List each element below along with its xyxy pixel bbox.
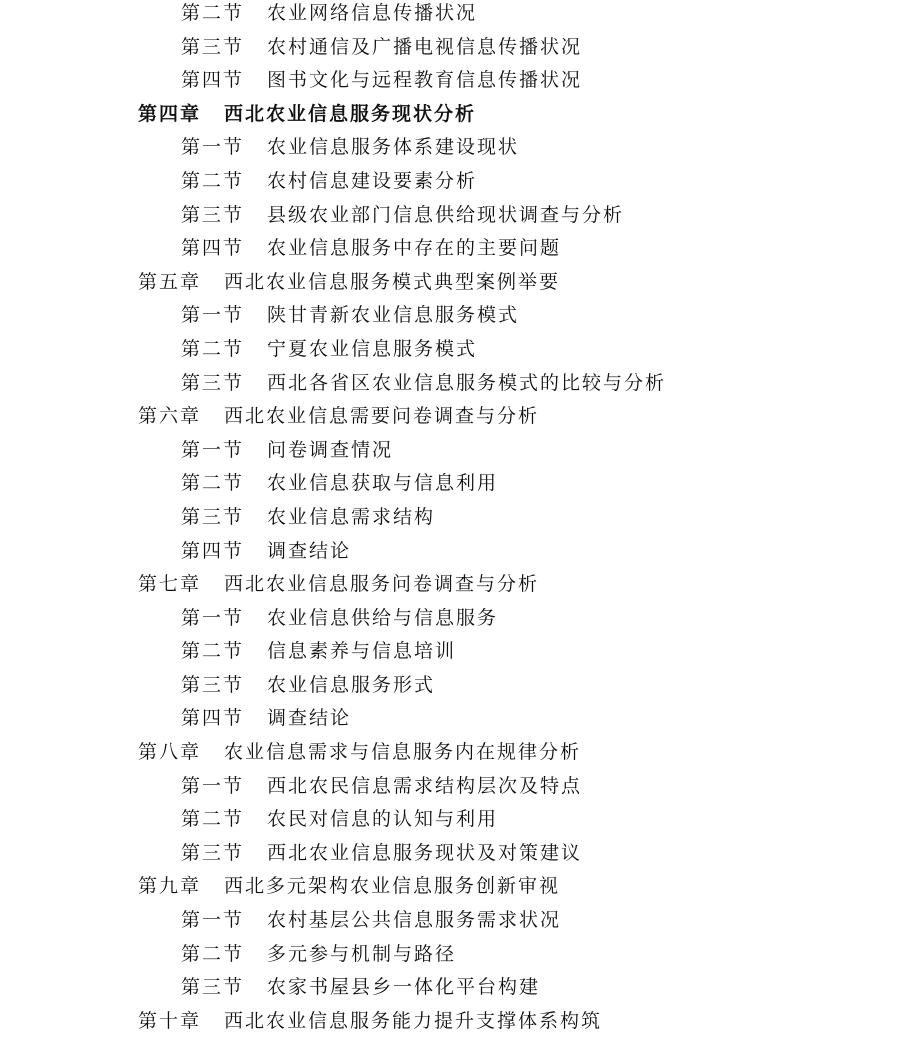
section-number: 第一节 [181, 909, 245, 932]
section-number: 第二节 [181, 337, 245, 360]
section-number: 第三节 [181, 371, 245, 394]
section-number: 第二节 [181, 640, 245, 663]
section-number: 第三节 [181, 673, 245, 696]
section-number: 第四节 [181, 69, 245, 92]
chapter-title: 西北农业信息服务问卷调查与分析 [224, 573, 540, 596]
chapter-number: 第九章 [138, 875, 202, 898]
toc-section-entry [0, 0, 908, 31]
chapter-title: 西北农业信息服务能力提升支撑体系构筑 [224, 1009, 603, 1032]
chapter-title: 西北农业信息需要问卷调查与分析 [224, 405, 540, 428]
section-title: 调查结论 [267, 707, 352, 730]
section-title: 农业信息供给与信息服务 [267, 606, 499, 629]
section-title: 农家书屋县乡一体化平台构建 [267, 976, 541, 999]
toc-section-entry [0, 501, 908, 535]
chapter-title: 农业信息需求与信息服务内在规律分析 [224, 741, 582, 764]
toc-chapter-entry [0, 98, 908, 132]
section-title: 问卷调查情况 [267, 438, 394, 461]
section-number: 第三节 [181, 841, 245, 864]
toc-chapter-entry [0, 1005, 908, 1038]
section-title: 宁夏农业信息服务模式 [267, 337, 478, 360]
section-number: 第一节 [181, 774, 245, 797]
toc-section-entry [0, 904, 908, 938]
section-title: 西北各省区农业信息服务模式的比较与分析 [267, 371, 667, 394]
section-number: 第四节 [181, 707, 245, 730]
chapter-title: 西北多元架构农业信息服务创新审视 [224, 875, 561, 898]
section-title: 县级农业部门信息供给现状调查与分析 [267, 203, 625, 226]
toc-section-entry [0, 434, 908, 468]
section-number: 第一节 [181, 304, 245, 327]
section-number: 第四节 [181, 539, 245, 562]
toc-section-entry [0, 837, 908, 871]
section-title: 农业网络信息传播状况 [267, 2, 478, 24]
toc-section-entry [0, 165, 908, 199]
section-title: 西北农民信息需求结构层次及特点 [267, 774, 583, 797]
toc-section-entry [0, 803, 908, 837]
toc-section-entry [0, 232, 908, 266]
toc-section-entry [0, 602, 908, 636]
chapter-number: 第六章 [138, 405, 202, 428]
toc-section-entry [0, 299, 908, 333]
section-number: 第二节 [181, 942, 245, 965]
toc-section-entry [0, 938, 908, 972]
toc-section-entry [0, 702, 908, 736]
toc-section-entry [0, 333, 908, 367]
section-number: 第三节 [181, 203, 245, 226]
toc-chapter-entry [0, 736, 908, 770]
section-number: 第三节 [181, 976, 245, 999]
toc-chapter-entry [0, 870, 908, 904]
toc-section-entry [0, 770, 908, 804]
section-number: 第一节 [181, 438, 245, 461]
section-number: 第二节 [181, 808, 245, 831]
section-title: 调查结论 [267, 539, 352, 562]
section-title: 农村信息建设要素分析 [267, 169, 478, 192]
section-title: 农村通信及广播电视信息传播状况 [267, 35, 583, 58]
section-number: 第二节 [181, 169, 245, 192]
section-title: 农业信息服务形式 [267, 673, 436, 696]
toc-section-entry [0, 64, 908, 98]
toc-section-entry [0, 635, 908, 669]
section-title: 农民对信息的认知与利用 [267, 808, 499, 831]
section-title: 陕甘青新农业信息服务模式 [267, 304, 520, 327]
toc-section-entry [0, 131, 908, 165]
toc-chapter-entry [0, 266, 908, 300]
section-number: 第三节 [181, 505, 245, 528]
section-title: 多元参与机制与路径 [267, 942, 457, 965]
chapter-number: 第四章 [138, 102, 202, 125]
section-number: 第二节 [181, 472, 245, 495]
chapter-title: 西北农业信息服务现状分析 [224, 102, 477, 125]
section-title: 农业信息服务中存在的主要问题 [267, 237, 562, 260]
section-number: 第二节 [181, 2, 245, 24]
section-title: 图书文化与远程教育信息传播状况 [267, 69, 583, 92]
toc-section-entry [0, 31, 908, 65]
toc-section-entry [0, 669, 908, 703]
toc-section-entry [0, 971, 908, 1005]
section-title: 农业信息服务体系建设现状 [267, 136, 520, 159]
section-title: 西北农业信息服务现状及对策建议 [267, 841, 583, 864]
toc-chapter-entry [0, 400, 908, 434]
section-number: 第一节 [181, 606, 245, 629]
chapter-number: 第十章 [138, 1009, 202, 1032]
chapter-number: 第五章 [138, 270, 202, 293]
chapter-number: 第八章 [138, 741, 202, 764]
section-title: 农业信息需求结构 [267, 505, 436, 528]
section-number: 第一节 [181, 136, 245, 159]
section-title: 农村基层公共信息服务需求状况 [267, 909, 562, 932]
chapter-number: 第七章 [138, 573, 202, 596]
section-title: 农业信息获取与信息利用 [267, 472, 499, 495]
section-number: 第三节 [181, 35, 245, 58]
toc-section-entry [0, 535, 908, 569]
section-title: 信息素养与信息培训 [267, 640, 457, 663]
toc-section-entry [0, 199, 908, 233]
toc-chapter-entry [0, 568, 908, 602]
toc-section-entry [0, 367, 908, 401]
toc-section-entry [0, 467, 908, 501]
section-number: 第四节 [181, 237, 245, 260]
chapter-title: 西北农业信息服务模式典型案例举要 [224, 270, 561, 293]
